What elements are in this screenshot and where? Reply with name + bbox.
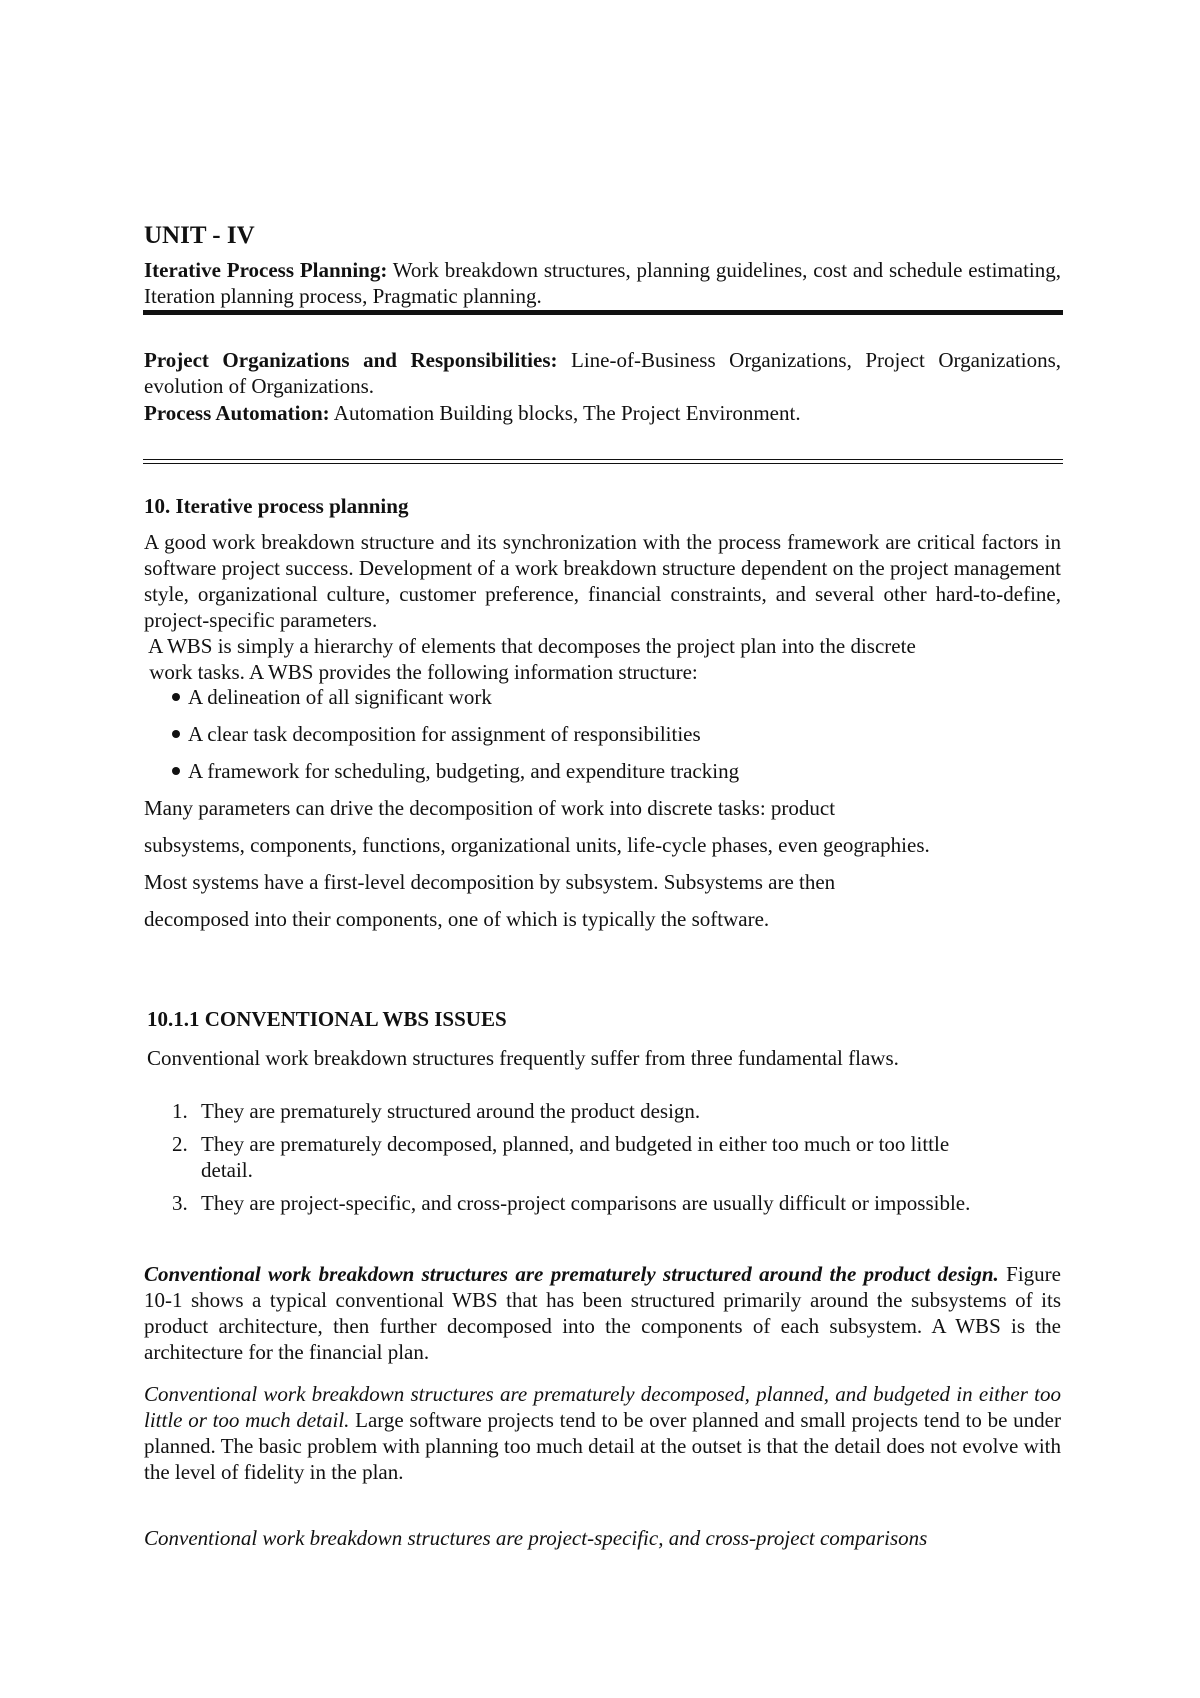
list-item (172, 684, 739, 721)
syllabus-label: Iterative Process Planning: (144, 258, 388, 282)
syllabus-text: Line-of-Business Organizations, Project Organizations, evolution of Organizations. (144, 348, 1061, 398)
subsection-heading: 10.1.1 CONVENTIONAL WBS ISSUES (147, 1007, 507, 1031)
divider-thick (143, 310, 1063, 315)
paragraph-flaw-2 (144, 1381, 1061, 1485)
list-item (172, 1131, 1002, 1183)
text-line: subsystems, components, functions, organizational units, life-cycle phases, even geographies. (144, 833, 930, 857)
text-line: Many parameters can drive the decomposition of work into discrete tasks: product (144, 796, 836, 820)
paragraph-text: Figure 10-1 shows a typical conventional WBS that has been structured primarily around the subsystems of its product architecture, then further decomposed into the components of each subsystem. A WBS is the architecture for the financial plan. (144, 1262, 1061, 1364)
list-number: 1. (172, 1099, 188, 1123)
syllabus-process-automation (144, 400, 1061, 426)
text-line: decomposed into their components, one of which is typically the software. (144, 907, 770, 931)
bullet-icon (172, 693, 180, 701)
unit-title: UNIT - IV (144, 222, 255, 249)
list-item-text: They are prematurely decomposed, planned, and budgeted in either too much or too little detail. (201, 1132, 950, 1182)
paragraph-flaw-1 (144, 1261, 1061, 1365)
syllabus-iterative-planning (144, 257, 1061, 309)
emphasis-lead: Conventional work breakdown structures are prematurely decomposed, planned, and budgeted in either too little or too much detail. (144, 1382, 1061, 1432)
syllabus-text: Automation Building blocks, The Project Environment. (329, 401, 801, 425)
paragraph-text: Large software projects tend to be over planned and small projects tend to be under planned. The basic problem with planning too much detail at the outset is that the detail does not evolve with the level of fidelity in the plan. (144, 1408, 1061, 1484)
paragraph-flaw-3 (144, 1525, 1061, 1551)
section-heading: 10. Iterative process planning (144, 494, 409, 518)
bullet-icon (172, 730, 180, 738)
list-item-text: A delineation of all significant work (188, 685, 492, 709)
syllabus-label: Project Organizations and Responsibilities: (144, 348, 558, 372)
syllabus-label: Process Automation: (144, 401, 330, 425)
text-line: A WBS is simply a hierarchy of elements that decomposes the project plan into the discrete (144, 634, 916, 658)
bullet-icon (172, 767, 180, 775)
syllabus-text: Work breakdown structures, planning guidelines, cost and schedule estimating, Iteration planning process, Pragmatic planning. (144, 258, 1061, 308)
list-item-text: They are project-specific, and cross-project comparisons are usually difficult or impossible. (201, 1191, 971, 1215)
paragraph-wbs-definition (144, 633, 1061, 685)
emphasis-lead: Conventional work breakdown structures are prematurely structured around the product design. (144, 1262, 999, 1286)
list-item (172, 1190, 1002, 1216)
list-item-text: A framework for scheduling, budgeting, and expenditure tracking (188, 759, 740, 783)
divider-double (143, 459, 1063, 464)
syllabus-project-organizations (144, 347, 1061, 399)
text-line: work tasks. A WBS provides the following information structure: (144, 660, 698, 684)
numbered-list (172, 1098, 1002, 1223)
paragraph-decomposition (144, 790, 1061, 938)
list-item (172, 721, 739, 758)
paragraph-wbs-intro: A good work breakdown structure and its synchronization with the process framework are critical factors in software project success. Development of a work breakdown structure dependent on the project management style, organizational culture, customer preference, financial constraints, and several other hard-to-define, project-specific parameters. (144, 530, 1061, 632)
bullet-list (172, 684, 739, 795)
paragraph-flaws-intro: Conventional work breakdown structures frequently suffer from three fundamental flaws. (147, 1046, 899, 1070)
list-number: 3. (172, 1191, 188, 1215)
list-item-text: A clear task decomposition for assignment of responsibilities (188, 722, 701, 746)
emphasis-lead: Conventional work breakdown structures are project-specific, and cross-project comparisons (144, 1526, 928, 1550)
text-line: Most systems have a first-level decomposition by subsystem. Subsystems are then (144, 870, 836, 894)
list-number: 2. (172, 1132, 188, 1156)
list-item-text: They are prematurely structured around the product design. (201, 1099, 701, 1123)
list-item (172, 1098, 1002, 1124)
